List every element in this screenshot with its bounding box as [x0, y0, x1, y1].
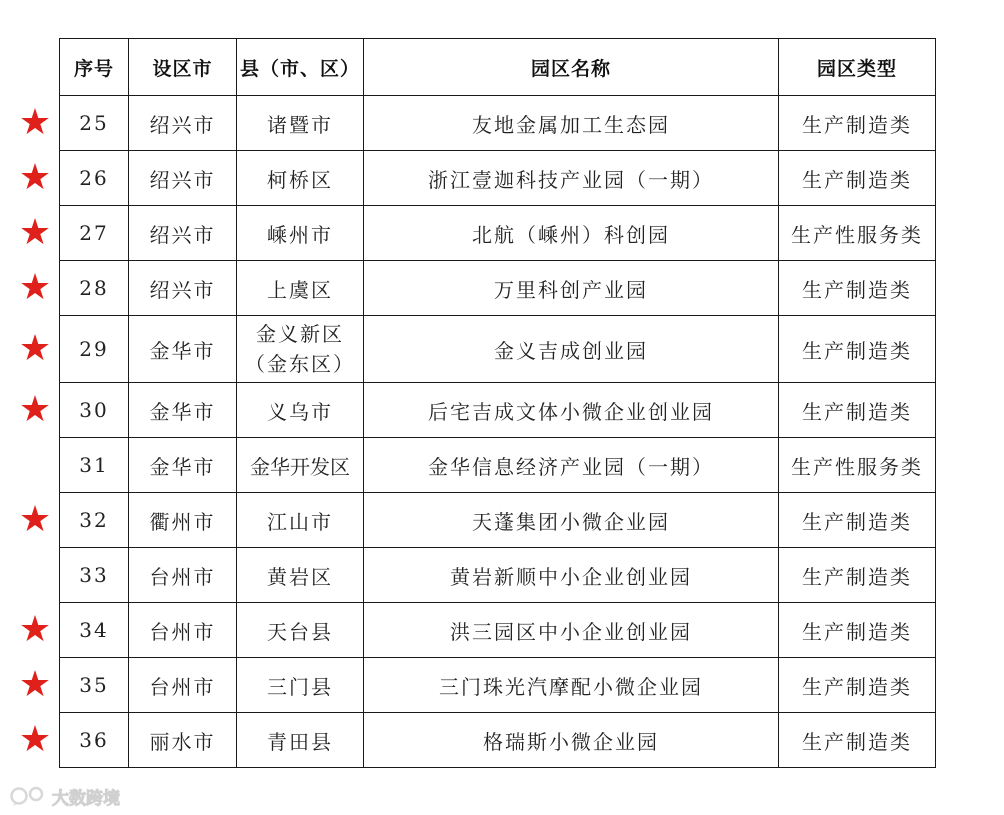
cell-county: 青田县	[237, 713, 364, 768]
cell-park-type: 生产制造类	[779, 713, 936, 768]
watermark	[10, 784, 120, 808]
cell-park-type: 生产制造类	[779, 151, 936, 206]
star-marker-icon: ★	[18, 102, 52, 143]
table-row	[60, 493, 936, 548]
cell-county: 诸暨市	[237, 96, 364, 151]
cell-park-type: 生产制造类	[779, 383, 936, 438]
cell-county: 天台县	[237, 603, 364, 658]
cell-seq: 27	[60, 206, 129, 261]
cell-city: 丽水市	[129, 713, 237, 768]
star-marker-icon: ★	[18, 499, 52, 540]
cell-city: 绍兴市	[129, 96, 237, 151]
cell-park-type: 生产制造类	[779, 96, 936, 151]
cell-city: 绍兴市	[129, 206, 237, 261]
cell-city: 衢州市	[129, 493, 237, 548]
cell-park-type: 生产制造类	[779, 316, 936, 383]
cell-county: 嵊州市	[237, 206, 364, 261]
cell-seq: 25	[60, 96, 129, 151]
cell-city: 绍兴市	[129, 151, 237, 206]
header-county: 县（市、区）	[237, 39, 364, 96]
cell-seq: 31	[60, 438, 129, 493]
cell-park-name: 洪三园区中小企业创业园	[364, 603, 779, 658]
table-row	[60, 151, 936, 206]
cell-seq: 26	[60, 151, 129, 206]
star-marker-icon: ★	[18, 664, 52, 705]
star-marker-icon: ★	[18, 719, 52, 760]
cell-park-name: 黄岩新顺中小企业创业园	[364, 548, 779, 603]
header-city: 设区市	[129, 39, 237, 96]
cell-city: 金华市	[129, 383, 237, 438]
cell-city: 金华市	[129, 438, 237, 493]
cell-park-name: 天蓬集团小微企业园	[364, 493, 779, 548]
cell-park-name: 后宅吉成文体小微企业创业园	[364, 383, 779, 438]
star-marker-icon: ★	[18, 609, 52, 650]
header-park-name: 园区名称	[364, 39, 779, 96]
cell-park-type: 生产制造类	[779, 261, 936, 316]
cell-park-type: 生产性服务类	[779, 438, 936, 493]
table-header-row	[60, 39, 936, 96]
table-row	[60, 96, 936, 151]
cell-county: 三门县	[237, 658, 364, 713]
table-row	[60, 206, 936, 261]
cell-city: 台州市	[129, 603, 237, 658]
star-marker-icon: ★	[18, 157, 52, 198]
cell-seq: 32	[60, 493, 129, 548]
cell-seq: 34	[60, 603, 129, 658]
cell-park-type: 生产性服务类	[779, 206, 936, 261]
table-row	[60, 261, 936, 316]
cell-park-type: 生产制造类	[779, 493, 936, 548]
cell-park-type: 生产制造类	[779, 548, 936, 603]
star-marker-icon: ★	[18, 212, 52, 253]
cell-seq: 33	[60, 548, 129, 603]
cell-seq: 28	[60, 261, 129, 316]
table-row	[60, 658, 936, 713]
cell-park-type: 生产制造类	[779, 658, 936, 713]
cell-seq: 29	[60, 316, 129, 383]
star-marker-icon: ★	[18, 267, 52, 308]
cell-county-line2: （金东区）	[245, 352, 355, 376]
cell-county: 江山市	[237, 493, 364, 548]
cell-park-name: 北航（嵊州）科创园	[364, 206, 779, 261]
cell-county-line1: 金义新区	[256, 322, 344, 346]
cell-seq: 30	[60, 383, 129, 438]
cell-city: 台州市	[129, 658, 237, 713]
table-row	[60, 713, 936, 768]
cell-city: 绍兴市	[129, 261, 237, 316]
watermark-text: 大数跨境	[52, 788, 120, 809]
cell-city: 台州市	[129, 548, 237, 603]
cell-county	[237, 316, 364, 383]
cell-park-type: 生产制造类	[779, 603, 936, 658]
cell-county: 金华开发区	[237, 438, 364, 493]
header-seq: 序号	[60, 39, 129, 96]
cell-park-name: 三门珠光汽摩配小微企业园	[364, 658, 779, 713]
cell-county: 柯桥区	[237, 151, 364, 206]
table-row	[60, 383, 936, 438]
cell-park-name: 友地金属加工生态园	[364, 96, 779, 151]
table-row	[60, 603, 936, 658]
cell-county: 黄岩区	[237, 548, 364, 603]
cell-park-name: 浙江壹迦科技产业园（一期）	[364, 151, 779, 206]
table-row	[60, 548, 936, 603]
cell-park-name: 金华信息经济产业园（一期）	[364, 438, 779, 493]
cell-county: 上虞区	[237, 261, 364, 316]
star-marker-icon: ★	[18, 389, 52, 430]
table-row	[60, 438, 936, 493]
header-park-type: 园区类型	[779, 39, 936, 96]
cell-city: 金华市	[129, 316, 237, 383]
cell-seq: 36	[60, 713, 129, 768]
parks-table	[59, 38, 936, 768]
cell-park-name: 万里科创产业园	[364, 261, 779, 316]
cell-park-name: 格瑞斯小微企业园	[364, 713, 779, 768]
cell-park-name: 金义吉成创业园	[364, 316, 779, 383]
cell-county: 义乌市	[237, 383, 364, 438]
speech-bubble-logo-icon	[10, 785, 48, 807]
star-marker-icon: ★	[18, 328, 52, 369]
table-row	[60, 316, 936, 383]
cell-seq: 35	[60, 658, 129, 713]
